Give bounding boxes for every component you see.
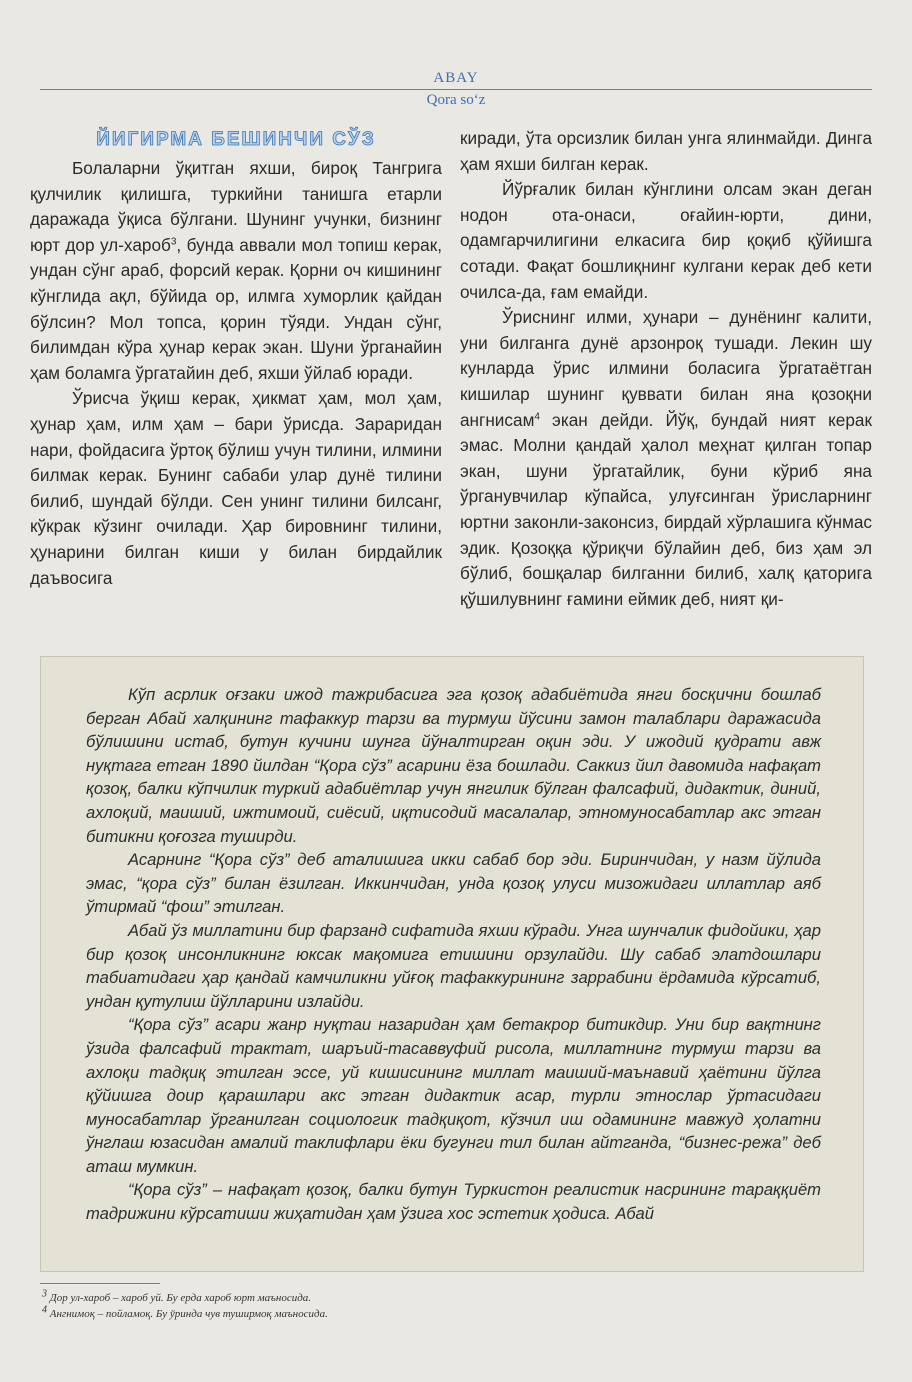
footnote-3	[42, 1290, 642, 1306]
commentary-text	[86, 683, 821, 1226]
footnote-4-text: Ангнимоқ – пойламоқ. Бу ўринда чув туширмоқ маъносида.	[47, 1308, 328, 1320]
running-header-title: ABAY	[433, 70, 479, 86]
left-column	[30, 126, 442, 591]
footnote-4	[42, 1306, 642, 1322]
right-column	[460, 126, 872, 612]
right-paragraph-3-text-a: Ўриснинг илми, ҳунари – дунёнинг калити, уни билганга дунё арзонроқ тушади. Лекин шу кунларда ўрис илмини боласига ўргатаётган кишилар шунинг қуввати билан яна қозоқни ангнисам	[460, 307, 872, 430]
footnote-ref-3: 3	[170, 236, 177, 248]
right-paragraph-1: киради, ўта орсизлик билан унга ялинмайди. Динга ҳам яхши билган керак.	[460, 128, 872, 174]
left-paragraph-1-text-b: , бунда аввали мол топиш керак, ундан сўнг араб, форсий керак. Қорни оч кишининг кўнглида ақл, бўйида ор, илмга хуморлик қайдан бўлсин? Мол топса, қорин тўяди. Ундан сўнг, билимдан кўра ҳунар керак экан. Шуни ўрганайин ҳам боламга ўргатайин деб, яхши ўйлаб юради.	[30, 234, 442, 383]
chapter-title: ЙИГИРМА БЕШИНЧИ СЎЗ	[96, 129, 376, 150]
commentary-paragraph-2: Асарнинг “Қора сўз” деб аталишига икки сабаб бор эди. Биринчидан, у назм йўлида эмас, “қора сўз” билан ёзилган. Иккинчидан, унда қозоқ улуси мизожидаги иллатлар аяб ўтирмай “фош” этилган.	[86, 850, 821, 917]
footnote-ref-4: 4	[534, 410, 540, 422]
commentary-paragraph-3: Абай ўз миллатини бир фарзанд сифатида яхши кўради. Унга шунчалик фидойики, ҳар бир қозоқ инсонликнинг юксак мақомига етишини орзулайди. Шу сабаб элатдошлари табиатидаги ҳар қандай камчиликни уйғоқ тафаккурининг заррабини ёрдамида кўрсатиб, ундан қутулиш йўлларини излайди.	[86, 920, 821, 1011]
footnote-4-number: 4	[42, 1304, 47, 1316]
commentary-paragraph-4: “Қора сўз” асари жанр нуқтаи назаридан ҳам бетакрор битикдир. Уни бир вақтнинг ўзида фалсафий трактат, шаръий-тасаввуфий рисола, миллатнинг турмуш тарзи ва ахлоқи тадқиқ этилган эссе, уй кишисининг миллат маиший-маънавий ҳаётини йўлга қўйишга доир қарашлари акс этган дидактик асар, турли этнослар ўртасидаги муносабатлар ўрганилган социологик тадқиқот, кўзчил иш одамининг мавжуд ҳолатни ўнглаш юзасидан амалий таклифлари ёки бугунги тил билан айтганда, “бизнес-режа” деб аташ мумкин.	[86, 1015, 821, 1176]
header-divider	[40, 89, 872, 90]
footnotes	[42, 1290, 642, 1322]
left-paragraph-1	[30, 156, 442, 386]
left-paragraph-2: Ўрисча ўқиш керак, ҳикмат ҳам, мол ҳам, ҳунар ҳам, илм ҳам – бари ўрисда. Зараридан нари, фойдасига ўртоқ бўлиш учун тилини, илмини билмак керак. Бунинг сабаби улар дунё тилини билиб, шундай бўлди. Сен унинг тилини билсанг, кўкрак кўзинг очилади. Ҳар бировнинг тилини, ҳунарини билган киши у билан бирдайлик даъвосига	[30, 388, 442, 588]
commentary-paragraph-5: “Қора сўз” – нафақат қозоқ, балки бутун Туркистон реалистик насрининг тараққиёт тадрижини кўрсатиши жиҳатидан ҳам ўзига хос эстетик ҳодиса. Абай	[86, 1180, 821, 1224]
footnote-3-text: Дор ул-хароб – хароб уй. Бу ерда хароб юрт маъносида.	[47, 1292, 312, 1304]
running-header-subtitle: Qora so‘z	[426, 92, 486, 108]
left-paragraph-1-text-a: Болаларни ўқитган яхши, бироқ Тангрига қулчилик қилишга, туркийни танишга етарли даражада ўқиса бўлгани. Шунинг учунки, бизнинг юрт дор ул-хароб	[30, 158, 442, 255]
right-paragraph-3	[460, 305, 872, 612]
footnote-3-number: 3	[42, 1288, 47, 1300]
right-paragraph-2: Йўрғалик билан кўнглини олсам экан деган нодон ота-онаси, оғайин-юрти, дини, одамгарчилигини елкасига бир қоқиб қўйишга сотади. Фақат бошлиқнинг кулгани керак деб кети очилса-да, ғам емайди.	[460, 179, 872, 302]
right-paragraph-3-text-b: экан дейди. Йўқ, бундай ният керак эмас. Молни қандай ҳалол меҳнат қилган топар экан, шуни ўргатайлик, буни кўриб яна ўрганувчилар кўпайса, улуғсинган ўрисларнинг юртни законли-законсиз, бирдай хўрлашига кўнмас эдик. Қозоққа қўриқчи бўлайин деб, биз ҳам эл бўлиб, бошқалар билганни билиб, халқ қаторига қўшилувнинг ғамини еймик деб, ният қи-	[460, 409, 872, 609]
footnote-divider	[40, 1283, 160, 1284]
commentary-box	[40, 656, 864, 1272]
commentary-paragraph-1: Кўп асрлик оғзаки ижод тажрибасига эга қозоқ адабиётида янги босқични бошлаб берган Абай халқининг тафаккур тарзи ва турмуш йўсини замон талаблари даражасида бўлишини истаб, бутун кучини шунга йўналтирган оқин эди. У ижодий қудрати авж нуқтага етган 1890 йилдан “Қора сўз” асарини ёза бошлади. Саккиз йил давомида нафақат қозоқ, балки кўпчилик туркий адабиётлар учун янгилик бўлган фалсафий, дидактик, диний, ахлоқий, маиший, ижтимоий, сиёсий, иқтисодий масалалар, этномуносабатлар акс этган битикни қоғозга туширди.	[86, 685, 821, 846]
